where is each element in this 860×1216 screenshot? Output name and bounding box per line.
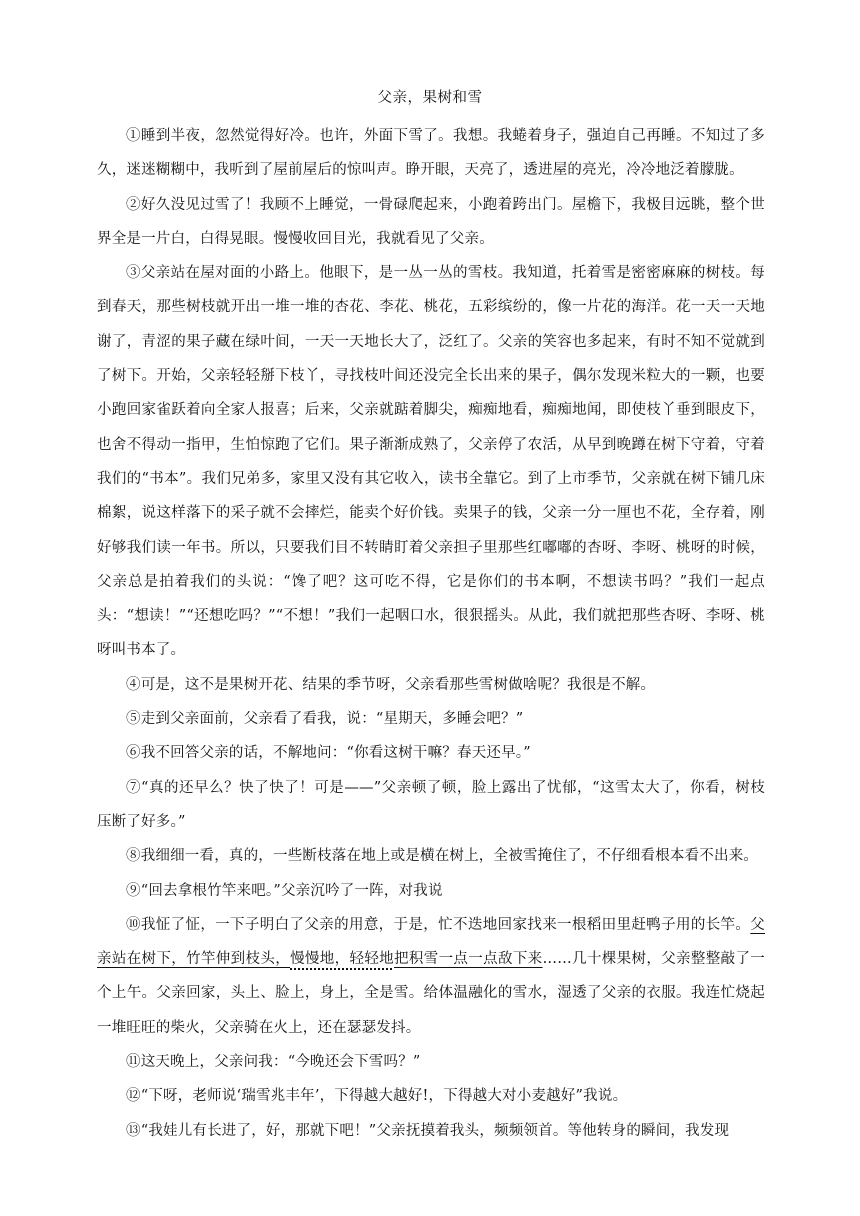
page-title: 父亲，果树和雪 <box>377 90 483 106</box>
emphasized-words: 慢慢地，轻轻地 <box>290 951 395 968</box>
paragraph-10 <box>97 908 765 1045</box>
paragraph-9: ⑨“回去拿根竹竿来吧。”父亲沉吟了一阵，对我说 <box>126 882 443 899</box>
paragraph-5: ⑤走到父亲面前，父亲看了看我，说：“星期天，多睡会吧？” <box>126 711 524 728</box>
paragraph-13: ⑬“我娃儿有长进了，好，那就下吧！”父亲抚摸着我头，频频领首。等他转身的瞬间，我发现 <box>126 1122 730 1139</box>
paragraph-10-intro: ⑩我怔了怔，一下子明白了父亲的用意，于是，忙不迭地回家找来一根稻田里赶鸭子用的长竿。 <box>126 916 751 933</box>
paragraph-4: ④可是，这不是果树开花、结果的季节呀，父亲看那些雪树做啥呢？我很是不解。 <box>126 676 656 693</box>
paragraph-2: ②好久没见过雪了！我顾不上睡觉，一骨碌爬起来，小跑着跨出门。屋檐下，我极目远眺，整个世界全是一片白，白得晃眼。慢慢收回目光，我就看见了父亲。 <box>97 196 765 247</box>
paragraph-3: ③父亲站在屋对面的小路上。他眼下，是一丛一丛的雪枝。我知道，托着雪是密密麻麻的树枝。每到春天，那些树枝就开出一堆一堆的杏花、李花、桃花，五彩缤纷的，像一片花的海洋。花一天一天地谢了，青涩的果子藏在绿叶间，一天一天地长大了，泛红了。父亲的笑容也多起来，有时不知不觉就到了树下。开始，父亲轻轻掰下枝丫，寻找枝叶间还没完全长出来的果子，偶尔发现米粒大的一颗，也要小跑回家雀跃着向全家人报喜；后来，父亲就踮着脚尖，痴痴地看，痴痴地闻，即使枝丫垂到眼皮下，也舍不得动一指甲，生怕惊跑了它们。果子渐渐成熟了，父亲停了农活，从早到晚蹲在树下守着，守着我们的“书本”。我们兄弟多，家里又没有其它收入，读书全靠它。到了上市季节，父亲就在树下铺几床棉絮，说这样落下的采子就不会摔烂，能卖个好价钱。卖果子的钱，父亲一分一厘也不花，全存着，刚好够我们读一年书。所以，只要我们目不转睛盯着父亲担子里那些红嘟嘟的杏呀、李呀、桃呀的时候，父亲总是拍着我们的头说：“馋了吧？这可吃不得，它是你们的书本啊，不想读书吗？”我们一起点头：“想读！”“还想吃吗？”“不想！”我们一起咽口水，很狠摇头。从此，我们就把那些杏呀、李呀、桃呀叫书本了。 <box>97 265 765 659</box>
paragraph-8: ⑧我细细一看，真的，一些断枝落在地上或是横在树上，全被雪掩住了，不仔细看根本看不出来。 <box>126 848 759 865</box>
underlined-sentence-end: 把积雪一点一点敌下来 <box>394 951 543 968</box>
paragraph-7: ⑦“真的还早么？快了快了！可是——”父亲顿了顿，脸上露出了忧郁，“这雪太大了，你看，树枝压断了好多。” <box>97 779 765 830</box>
paragraph-11: ⑪这天晚上，父亲问我：“今晚还会下雪吗？” <box>126 1054 421 1071</box>
paragraph-6: ⑥我不回答父亲的话，不解地问：“你看这树干嘛？春天还早。” <box>126 745 531 762</box>
article-body <box>97 119 765 1148</box>
underlined-sentence-start: 父亲站在树下，竹竿伸到枝头， <box>97 916 765 968</box>
paragraph-10-rest: ……几十棵果树，父亲整整敲了一个上午。父亲回家，头上、脸上，身上，全是雪。给体温融化的雪水，湿透了父亲的衣服。我连忙烧起一堆旺旺的柴火，父亲骑在火上，还在瑟瑟发抖。 <box>97 951 766 1036</box>
paragraph-1: ①睡到半夜，忽然觉得好冷。也许，外面下雪了。我想。我蜷着身子，强迫自己再睡。不知过了多久，迷迷糊糊中，我听到了屋前屋后的惊叫声。睁开眼，天亮了，透进屋的亮光，冷冷地泛着朦胧。 <box>97 128 765 179</box>
paragraph-12: ⑫“下呀，老师说‘瑞雪兆丰年’，下得越大越好!，下得越大对小麦越好”我说。 <box>126 1088 628 1105</box>
